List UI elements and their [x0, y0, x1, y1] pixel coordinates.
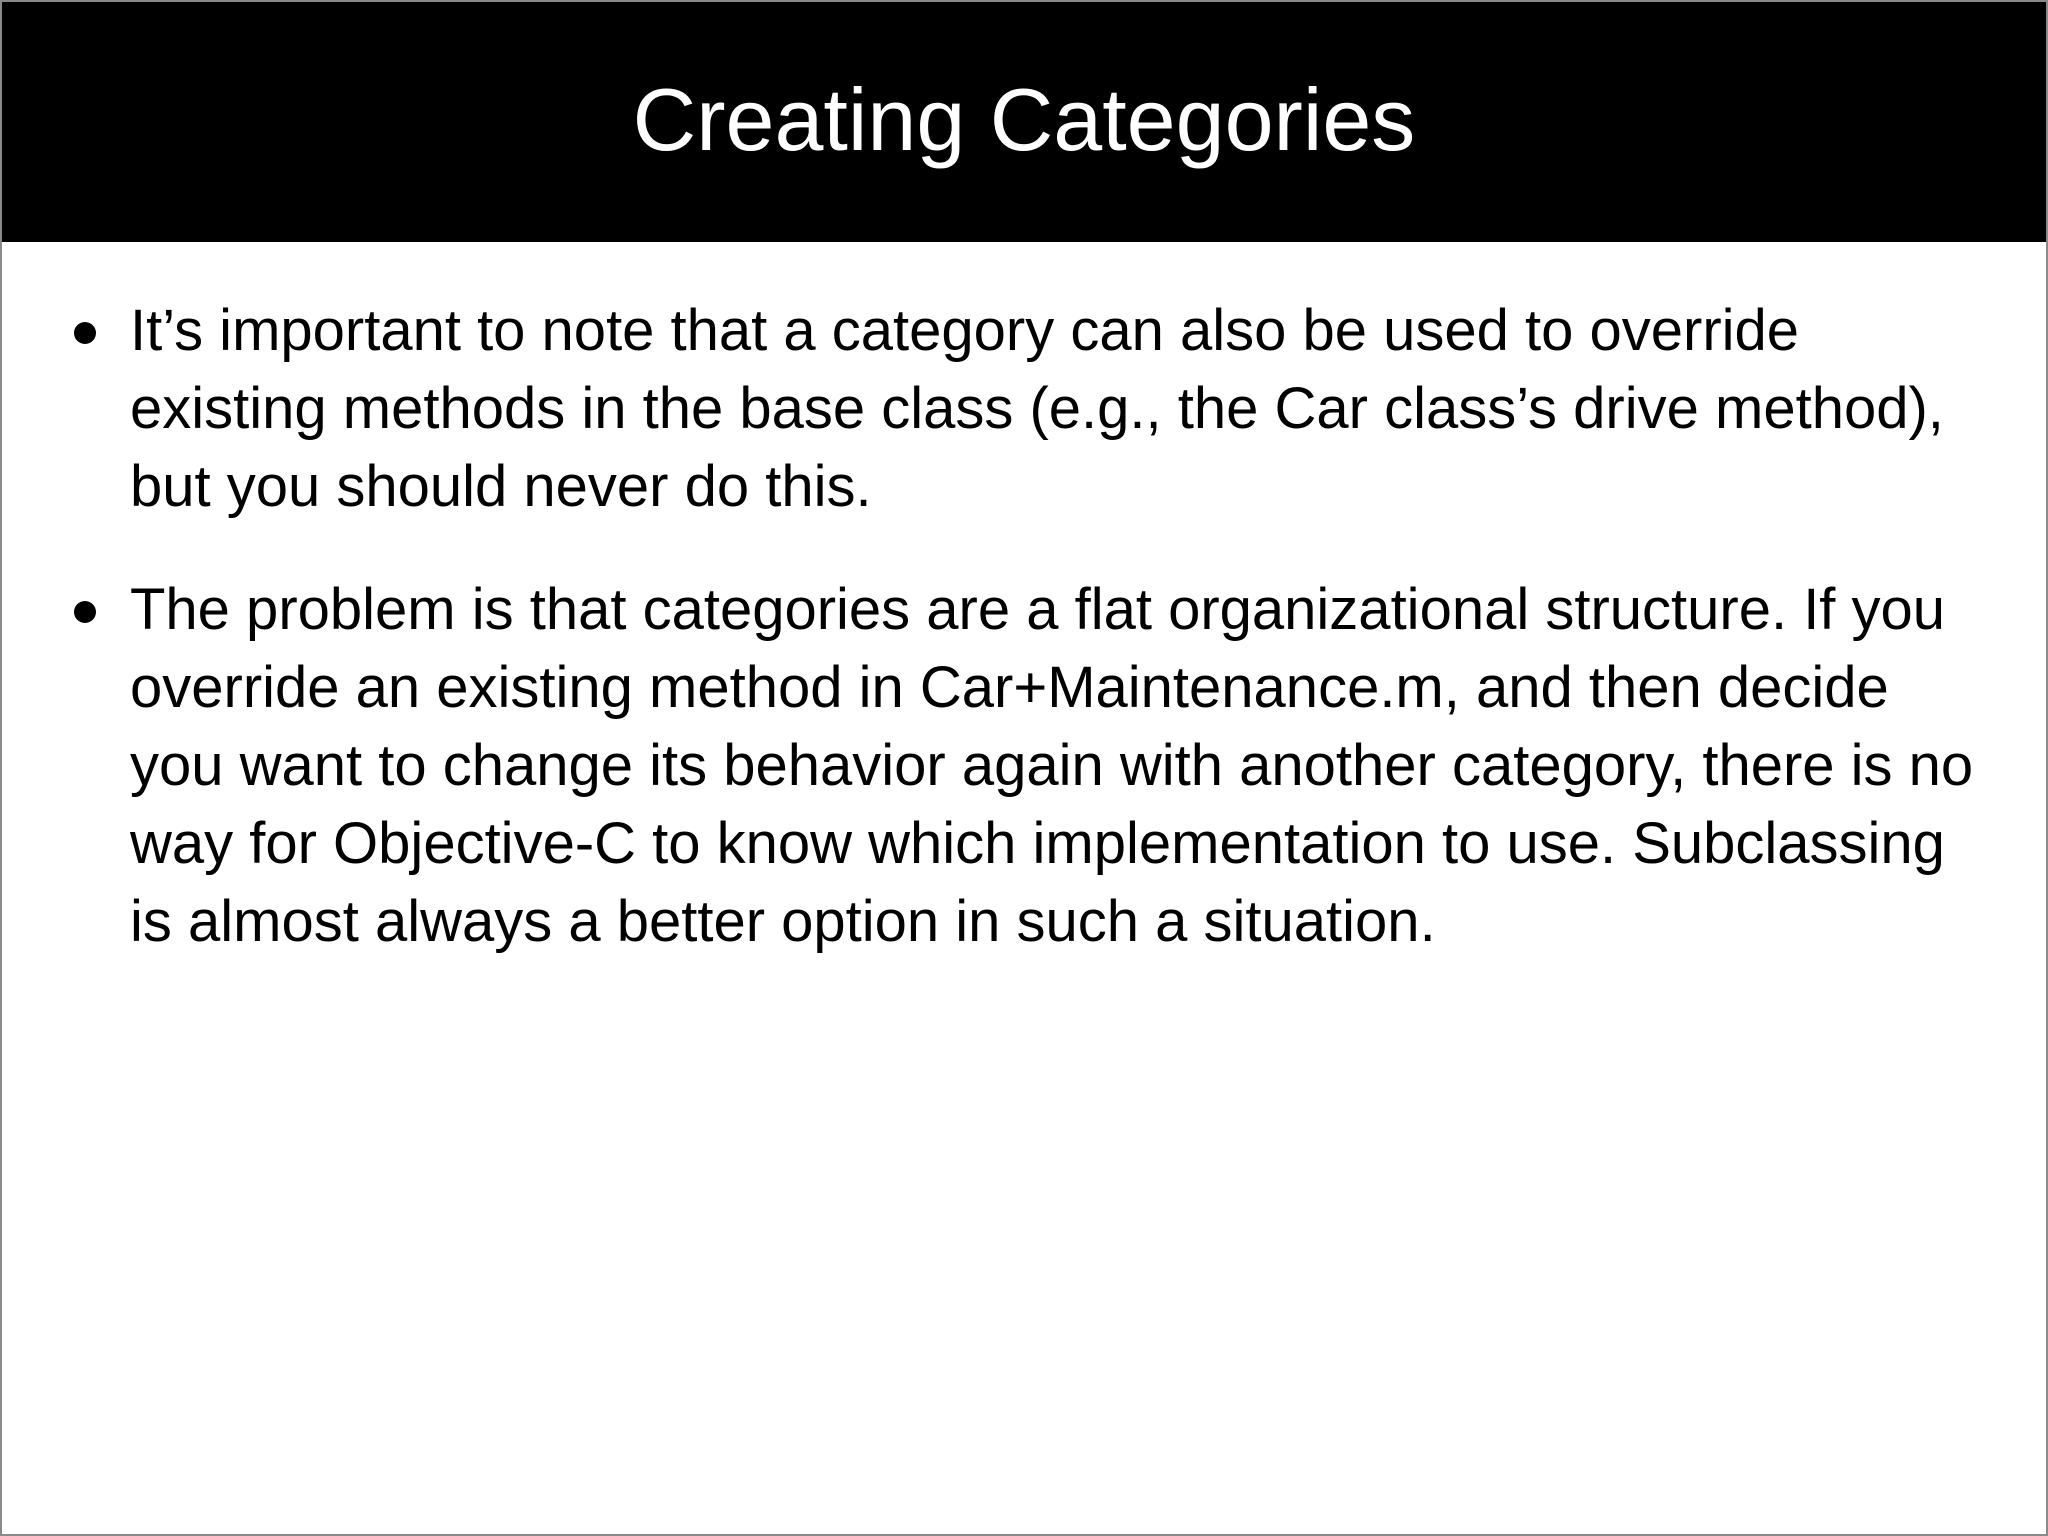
- bullet-text: It’s important to note that a category can also be used to override existing methods in the base class (e.g., the Car class’s drive method), but you should never do this.: [130, 298, 1944, 519]
- bullet-list: [2, 292, 2046, 961]
- bullet-item: [2, 292, 2048, 526]
- bullet-item: [2, 571, 2048, 961]
- title-bar: [2, 2, 2046, 242]
- bullet-dot-icon: [74, 601, 96, 623]
- bullet-dot-icon: [74, 322, 96, 344]
- bullet-text: The problem is that categories are a flat organizational structure. If you override an existing method in Car+Maintenance.m, and then decide you want to change its behavior again with another category, there is no way for Objective-C to know which implementation to use. Subclassing is almost always a better option in such a situation.: [130, 577, 1974, 954]
- slide-title: Creating Categories: [632, 70, 1416, 169]
